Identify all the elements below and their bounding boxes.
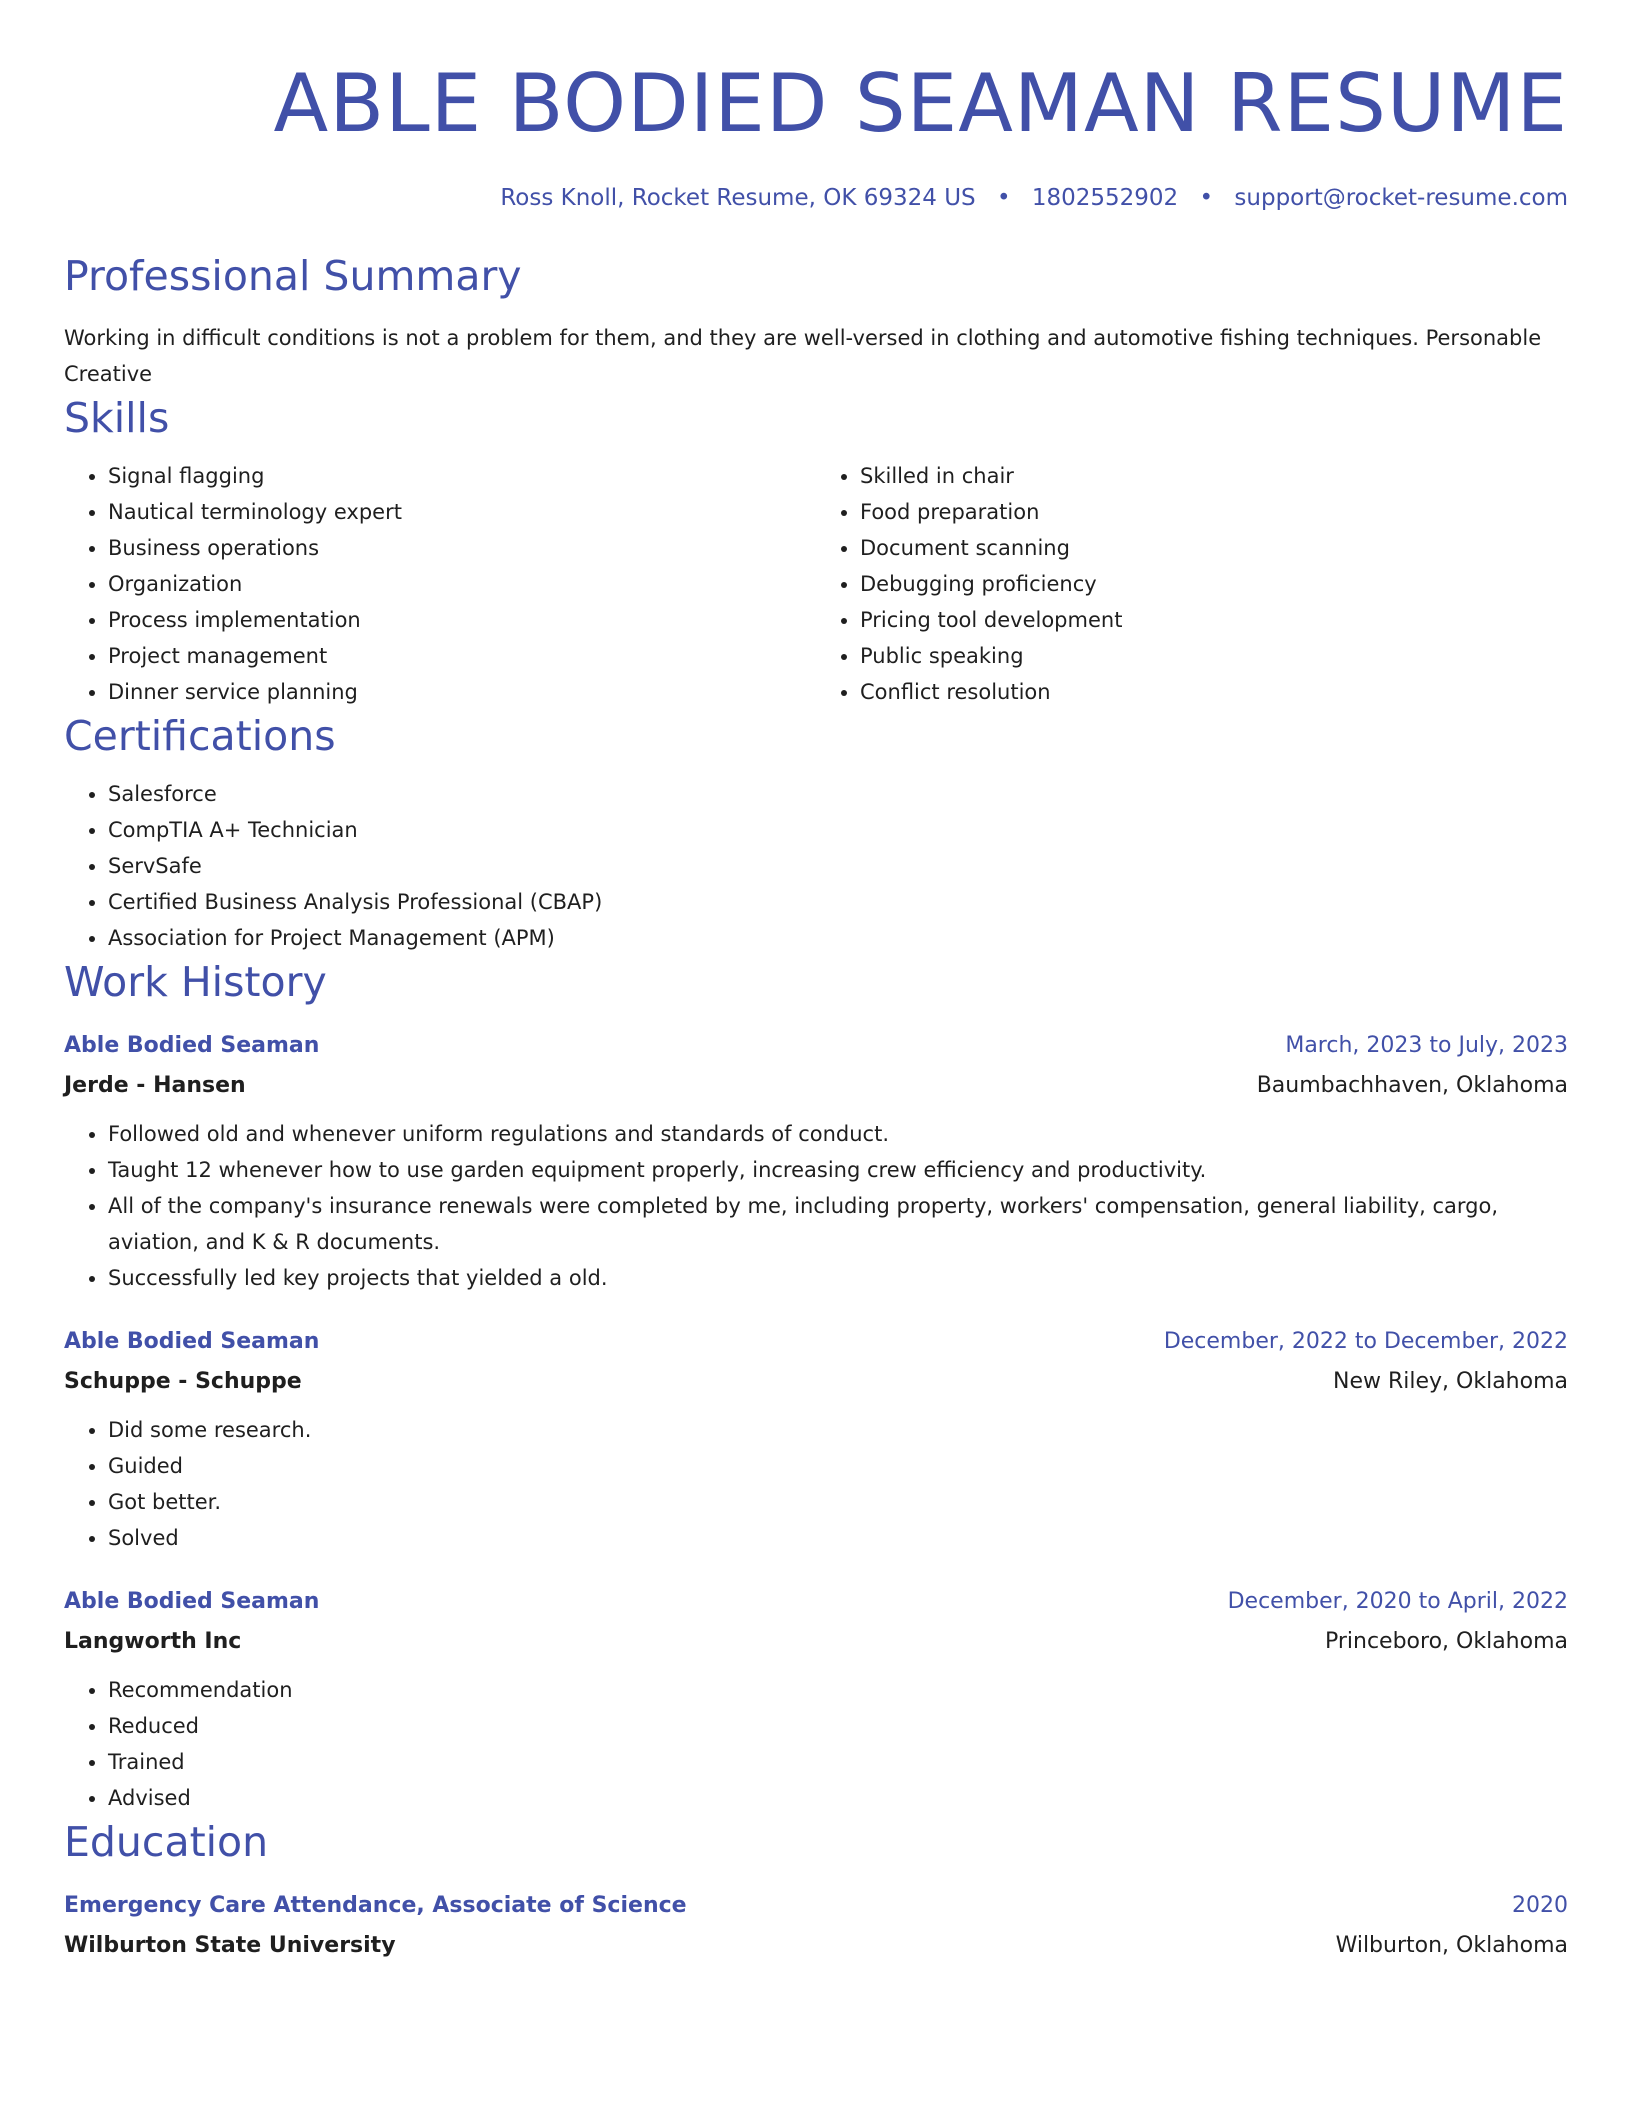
- job-bullet: • Reduced: [108, 1708, 1568, 1744]
- job-header-row: [64, 1582, 1568, 1622]
- contact-phone: 1802552902: [1031, 185, 1179, 211]
- work-history-heading: Work History: [64, 958, 327, 1006]
- contact-separator: •: [996, 185, 1011, 211]
- skill-item: • Organization: [108, 566, 816, 602]
- job-bullet: • Successfully led key projects that yielded a old.: [108, 1260, 1568, 1296]
- skill-item: • Conflict resolution: [860, 674, 1568, 710]
- job-bullet: • Did some research.: [108, 1412, 1568, 1448]
- job-title: Able Bodied Seaman: [64, 1329, 320, 1354]
- skills-list-left: [64, 458, 816, 710]
- job-employer-row: [64, 1622, 1568, 1662]
- job-bullets: [64, 1412, 1568, 1556]
- certifications-heading: Certifications: [64, 712, 336, 760]
- job-bullets: [64, 1672, 1568, 1816]
- job-bullet: • Solved: [108, 1520, 1568, 1556]
- skill-item: • Business operations: [108, 530, 816, 566]
- skills-list-right: [816, 458, 1568, 710]
- job-bullet: • Guided: [108, 1448, 1568, 1484]
- certification-item: • Association for Project Management (APM): [108, 920, 1568, 956]
- skill-item: • Project management: [108, 638, 816, 674]
- job-bullets: [64, 1116, 1568, 1296]
- skill-item: • Debugging proficiency: [860, 566, 1568, 602]
- education-header-row: [64, 1886, 1568, 1926]
- skills-column-left: [64, 444, 816, 710]
- skill-item: • Pricing tool development: [860, 602, 1568, 638]
- education-entry: [64, 1886, 1568, 1966]
- skills-column-right: [816, 444, 1568, 710]
- job-bullet: • All of the company's insurance renewals were completed by me, including property, workers' compensation, general liability, cargo, aviation, and K & R documents.: [108, 1188, 1568, 1260]
- resume-title: ABLE BODIED SEAMAN RESUME: [273, 57, 1568, 150]
- skill-item: • Food preparation: [860, 494, 1568, 530]
- education-school: Wilburton State University: [64, 1933, 396, 1958]
- job-title: Able Bodied Seaman: [64, 1033, 320, 1058]
- education-heading: Education: [64, 1818, 269, 1866]
- summary-text: Working in difficult conditions is not a problem for them, and they are well-versed in clothing and automotive fishing techniques. Personable Creative: [64, 326, 1542, 386]
- job-employer-row: [64, 1362, 1568, 1402]
- job-employer: Langworth Inc: [64, 1629, 242, 1654]
- job-location: New Riley, Oklahoma: [1333, 1369, 1568, 1394]
- job-bullet: • Recommendation: [108, 1672, 1568, 1708]
- contact-email[interactable]: support@rocket-resume.com: [1234, 185, 1568, 211]
- job-entry: [64, 1582, 1568, 1816]
- job-dates: March, 2023 to July, 2023: [1285, 1033, 1568, 1058]
- certifications-list: [64, 776, 1568, 956]
- skill-item: • Process implementation: [108, 602, 816, 638]
- job-bullet: • Trained: [108, 1744, 1568, 1780]
- job-bullet: • Followed old and whenever uniform regulations and standards of conduct.: [108, 1116, 1568, 1152]
- contact-address: Ross Knoll, Rocket Resume, OK 69324 US: [500, 185, 976, 211]
- certification-item: • ServSafe: [108, 848, 1568, 884]
- contact-separator: •: [1199, 185, 1214, 211]
- education-location: Wilburton, Oklahoma: [1335, 1933, 1568, 1958]
- certification-item: • CompTIA A+ Technician: [108, 812, 1568, 848]
- skill-item: • Public speaking: [860, 638, 1568, 674]
- skills-grid: [64, 444, 1568, 710]
- job-employer-row: [64, 1066, 1568, 1106]
- summary-heading: Professional Summary: [64, 252, 522, 300]
- job-header-row: [64, 1322, 1568, 1362]
- education-degree: Emergency Care Attendance, Associate of Science: [64, 1893, 687, 1918]
- job-employer: Jerde - Hansen: [64, 1073, 246, 1098]
- contact-line: [64, 182, 1568, 214]
- job-dates: December, 2020 to April, 2022: [1227, 1589, 1568, 1614]
- skill-item: • Document scanning: [860, 530, 1568, 566]
- job-bullet: • Got better.: [108, 1484, 1568, 1520]
- certification-item: • Certified Business Analysis Professional (CBAP): [108, 884, 1568, 920]
- job-entry: [64, 1026, 1568, 1296]
- job-bullet: • Taught 12 whenever how to use garden equipment properly, increasing crew efficiency and productivity.: [108, 1152, 1568, 1188]
- skill-item: • Dinner service planning: [108, 674, 816, 710]
- skills-heading: Skills: [64, 394, 170, 442]
- skill-item: • Skilled in chair: [860, 458, 1568, 494]
- job-entry: [64, 1322, 1568, 1556]
- job-header-row: [64, 1026, 1568, 1066]
- skill-item: • Signal flagging: [108, 458, 816, 494]
- job-employer: Schuppe - Schuppe: [64, 1369, 302, 1394]
- job-bullet: • Advised: [108, 1780, 1568, 1816]
- job-location: Princeboro, Oklahoma: [1324, 1629, 1568, 1654]
- education-school-row: [64, 1926, 1568, 1966]
- job-dates: December, 2022 to December, 2022: [1163, 1329, 1568, 1354]
- skill-item: • Nautical terminology expert: [108, 494, 816, 530]
- job-title: Able Bodied Seaman: [64, 1589, 320, 1614]
- education-year: 2020: [1512, 1893, 1568, 1918]
- job-location: Baumbachhaven, Oklahoma: [1256, 1073, 1568, 1098]
- certification-item: • Salesforce: [108, 776, 1568, 812]
